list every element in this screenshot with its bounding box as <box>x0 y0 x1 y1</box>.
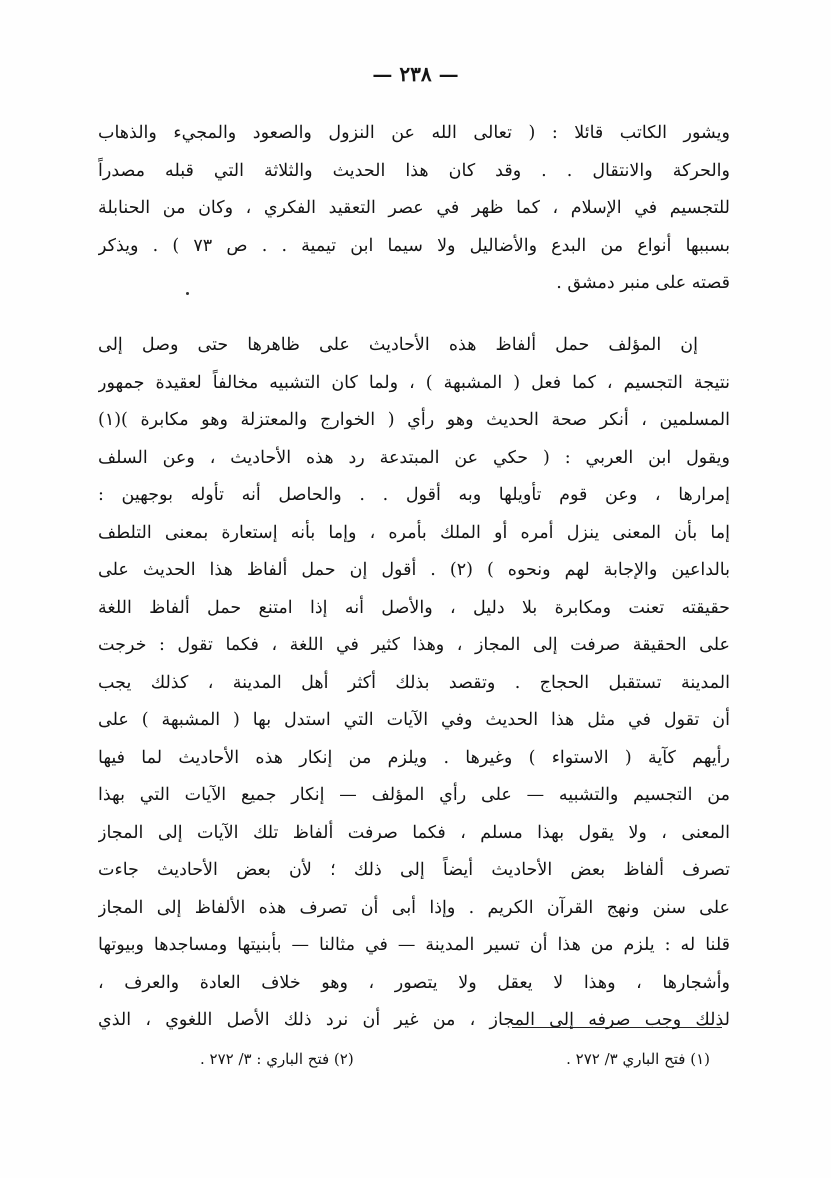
text-line: لذلك وجب صرفه إلى المجاز ، من غير أن نرد ذلك الأصل اللغوي ، الذي <box>98 1010 730 1030</box>
text-line: إن المؤلف حمل ألفاظ هذه الأحاديث على ظاهرها حتى وصل إلى <box>98 335 698 355</box>
footnote-divider <box>512 1027 722 1028</box>
footnote-2: (٢) فتح الباري : ٣/ ٢٧٢ . <box>200 1050 354 1068</box>
text-line: رأيهم كآية ( الاستواء ) وغيرها . ويلزم من إنكار هذه الأحاديث لما فيها <box>98 747 730 768</box>
footnotes <box>200 1050 710 1068</box>
text-line: على سنن ونهج القرآن الكريم . وإذا أبى أن تصرف هذه الألفاظ إلى المجاز <box>98 897 730 918</box>
text-line: بسببها أنواع من البدع والأضاليل ولا سيما ابن تيمية . . ص ٧٣ ) . ويذكر <box>98 235 730 256</box>
text-line: المسلمين ، أنكر صحة الحديث وهو رأي ( الخوارج والمعتزلة وهو مكابرة )(١) <box>98 410 730 430</box>
footnote-1: (١) فتح الباري ٣/ ٢٧٢ . <box>566 1050 710 1068</box>
text-line: والحركة والانتقال . . وقد كان هذا الحديث والثلاثة التي قبله مصدراً <box>98 160 730 181</box>
text-line: أن تقول في مثل هذا الحديث وفي الآيات التي استدل بها ( المشبهة ) على <box>98 710 730 730</box>
text-line: ويقول ابن العربي : ( حكي عن المبتدعة رد هذه الأحاديث ، وعن السلف <box>98 447 730 468</box>
paragraph-2 <box>98 327 730 1040</box>
text-line: قصته على منبر دمشق . <box>556 273 730 293</box>
text-line: من التجسيم والتشبيه — على رأي المؤلف — إنكار جميع الآيات التي بهذا <box>98 785 730 805</box>
text-line: وأشجارها ، وهذا لا يعقل ولا يتصور ، وهو خلاف العادة والعرف ، <box>98 972 730 993</box>
text-line: إمرارها ، وعن قوم تأويلها وبه أقول . . والحاصل أنه تأوله بوجهين : <box>98 485 730 505</box>
page-number: — ٢٣٨ — <box>372 62 459 86</box>
text-line: حقيقته تعنت ومكابرة بلا دليل ، والأصل أنه إذا امتنع حمل ألفاظ اللغة <box>98 597 730 618</box>
ink-dot <box>186 292 189 295</box>
text-line: ويشور الكاتب قائلا : ( تعالى الله عن النزول والصعود والمجيء والذهاب <box>98 123 730 143</box>
text-line: قلنا له : يلزم من هذا أن تسير المدينة — في مثالنا — بأبنيتها ومساجدها وبيوتها <box>98 935 730 955</box>
text-line: إما بأن المعنى ينزل أمره أو الملك بأمره ، وإما بأنه إستعارة بمعنى التلطف <box>98 522 730 543</box>
text-line: المدينة تستقبل الحجاج . وتقصد بذلك أكثر أهل المدينة ، كذلك يجب <box>98 672 730 693</box>
text-line: نتيجة التجسيم ، كما فعل ( المشبهة ) ، ولما كان التشبيه مخالفاً لعقيدة جمهور <box>98 372 730 393</box>
text-line: للتجسيم في الإسلام ، كما ظهر في عصر التعقيد الفكري ، وكان من الحنابلة <box>98 198 730 218</box>
text-line: على الحقيقة صرفت إلى المجاز ، وهذا كثير في اللغة ، فكما تقول : خرجت <box>98 635 730 655</box>
text-line: بالداعين والإجابة لهم ونحوه ) (٢) . أقول إن حمل ألفاظ هذا الحديث على <box>98 560 730 580</box>
text-line: المعنى ، ولا يقول بهذا مسلم ، فكما صرفت ألفاظ تلك الآيات إلى المجاز <box>98 822 730 843</box>
text-line: تصرف ألفاظ بعض الأحاديث أيضاً إلى ذلك ؛ لأن بعض الأحاديث جاءت <box>98 860 730 880</box>
paragraph-1 <box>98 115 730 303</box>
